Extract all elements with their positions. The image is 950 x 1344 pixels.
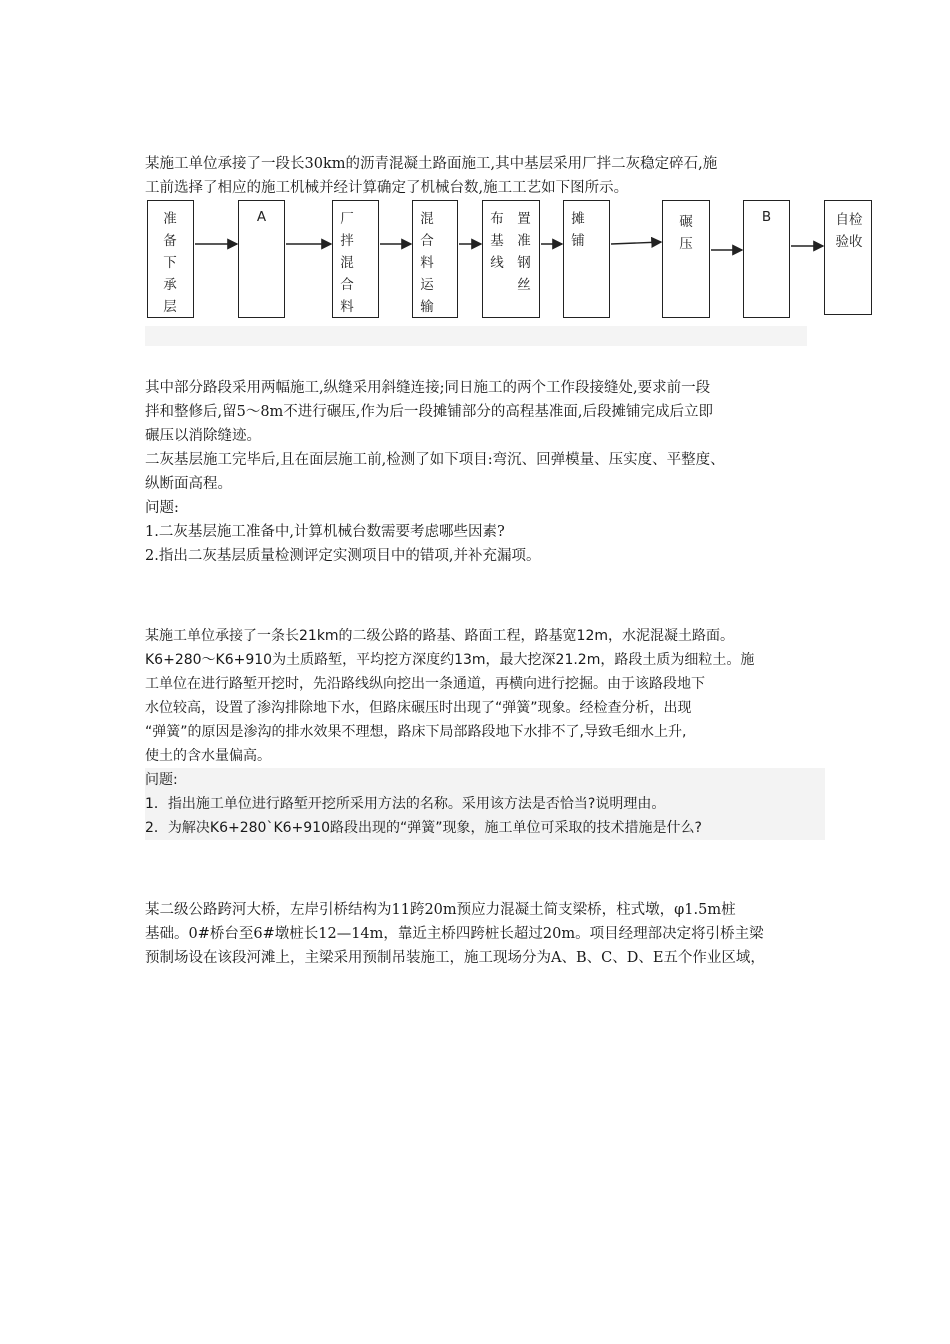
case3-body — [145, 898, 825, 970]
case2-body-line: 工单位在进行路堑开挖时，先沿路线纵向挖出一条通道，再横向进行挖掘。由于该路段地下 — [145, 676, 705, 692]
flow-step-label: 布基线 — [490, 211, 504, 271]
case3-body-line: 基础。0#桥台至6#墩桩长12—14m，靠近主桥四跨桩长超过20m。项目经理部决定将引桥主梁 — [145, 926, 764, 942]
flow-step-label: A — [256, 209, 267, 225]
case1-body — [145, 376, 825, 568]
case1-body-line: 纵断面高程。 — [145, 476, 232, 492]
case2-body — [145, 624, 825, 840]
case2-body-line: 某施工单位承接了一条长21km的二级公路的路基、路面工程，路基宽12m，水泥混凝土路面。 — [145, 628, 735, 644]
flow-step-label: 准备下承层 — [163, 211, 177, 315]
case2-body-line: 水位较高，设置了渗沟排除地下水，但路床碾压时出现了“弹簧”现象。经检查分析，出现 — [145, 700, 692, 716]
flow-arrow — [611, 242, 661, 244]
case2-body-line: “弹簧”的原因是渗沟的排水效果不理想，路床下局部路段地下水排不了,导致毛细水上升, — [145, 724, 687, 740]
case1-body-line: 拌和整修后,留5～8m不进行碾压,作为后一段摊铺部分的高程基准面,后段摊铺完成后立即 — [145, 404, 714, 420]
case3-body-line: 某二级公路跨河大桥，左岸引桥结构为11跨20m预应力混凝土简支梁桥，柱式墩，φ1.5m桩 — [145, 902, 736, 918]
case1-question-2: 2.指出二灰基层质量检测评定实测项目中的错项,并补充漏项。 — [145, 548, 541, 564]
flow-step-label: 混合料运输 — [420, 211, 434, 315]
flow-step-label: B — [761, 209, 772, 225]
case2-question-1: 1．指出施工单位进行路堑开挖所采用方法的名称。采用该方法是否恰当?说明理由。 — [145, 792, 825, 816]
case1-body-line: 二灰基层施工完毕后,且在面层施工前,检测了如下项目:弯沉、回弹模量、压实度、平整度、 — [145, 452, 725, 468]
case1-body-line: 碾压以消除缝迹。 — [145, 428, 261, 444]
flow-step-label: 自检验收 — [835, 212, 863, 250]
case3-body-line: 预制场设在该段河滩上，主梁采用预制吊装施工，施工现场分为A、B、C、D、E五个作业区域， — [145, 950, 765, 966]
case2-questions-heading: 问题: — [145, 768, 825, 792]
case1-body-line: 其中部分路段采用两幅施工,纵缝采用斜缝连接;同日施工的两个工作段接缝处,要求前一段 — [145, 380, 711, 396]
case1-question-1: 1.二灰基层施工准备中,计算机械台数需要考虑哪些因素? — [145, 524, 505, 540]
flowchart-arrows — [145, 198, 945, 348]
process-flowchart — [145, 198, 863, 348]
case2-question-2: 2．为解决K6+280`K6+910路段出现的“弹簧”现象，施工单位可采取的技术措施是什么? — [145, 816, 825, 840]
flow-step-label: 碾压 — [679, 214, 693, 252]
case1-intro-line: 某施工单位承接了一段长30km的沥青混凝土路面施工,其中基层采用厂拌二灰稳定碎石,施 — [145, 156, 718, 172]
case2-body-line: K6+280～K6+910为土质路堑，平均挖方深度约13m，最大挖深21.2m，路段土质为细粒土。施 — [145, 652, 755, 668]
case1-questions-heading: 问题: — [145, 500, 179, 516]
case1-intro-line: 工前选择了相应的施工机械并经计算确定了机械台数,施工工艺如下图所示。 — [145, 180, 629, 196]
case1-intro — [145, 152, 825, 200]
flow-step-label: 置准钢丝 — [517, 211, 531, 293]
flow-step-label: 摊铺 — [571, 211, 585, 249]
flow-step-label: 厂拌混合料 — [340, 211, 354, 315]
case2-body-line: 使土的含水量偏高。 — [145, 748, 271, 764]
